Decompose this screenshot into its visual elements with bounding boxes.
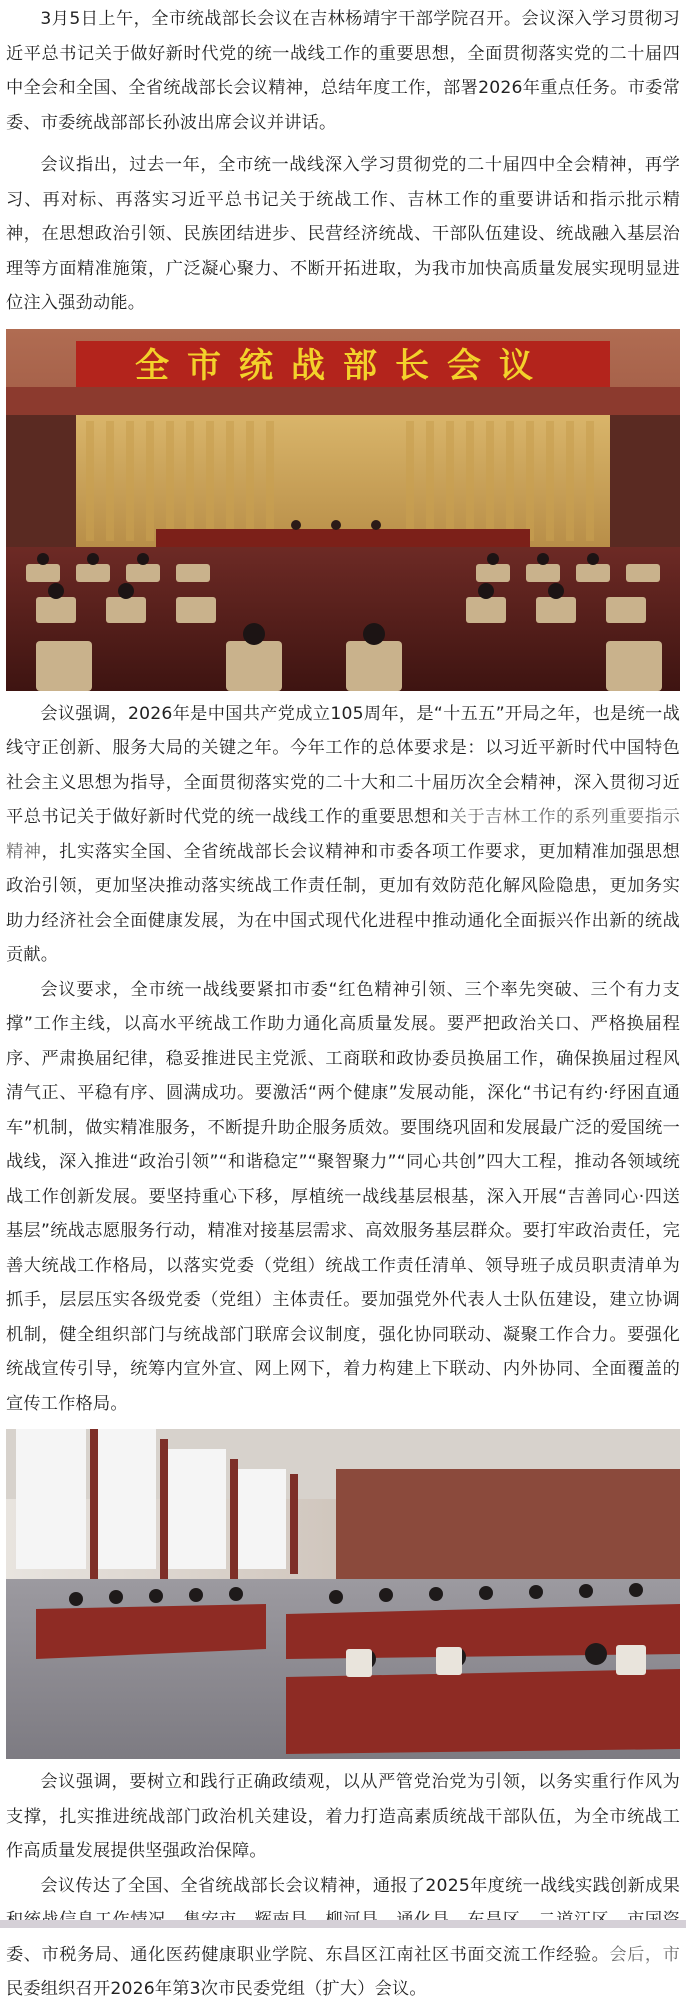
paragraph-6-main: 会议传达了全国、全省统战部长会议精神，通报了2025年度统一战线实践创新成果和统战信息工作情况。集安市、辉南县、柳河县、通化县、东昌区、二道江区、市国资委、市税务局、通化医药健康职业学院、东昌区江南社区书面交流工作经验。 <box>6 1876 680 1965</box>
paragraph-2: 会议指出，过去一年，全市统一战线深入学习贯彻党的二十届四中全会精神，再学习、再对标、再落实习近平总书记关于统战工作、吉林工作的重要讲话和指示批示精神，在思想政治引领、民族团结进步、民营经济统战、干部队伍建设、统战融入基层治理等方面精准施策，广泛凝心聚力、不断开拓进取，为我市加快高质量发展实现明显进位注入强劲动能。 <box>6 148 680 321</box>
paragraph-4: 会议要求，全市统一战线要紧扣市委“红色精神引领、三个率先突破、三个有力支撑”工作主线，以高水平统战工作助力通化高质量发展。要严把政治关口、严格换届程序、严肃换届纪律，稳妥推进民主党派、工商联和政协委员换届工作，确保换届过程风清气正、平稳有序、圆满成功。要激活“两个健康”发展动能，深化“书记有约·纾困直通车”机制，做实精准服务，不断提升助企服务质效。要围绕巩固和发展最广泛的爱国统一战线，深入推进“政治引领”“和谐稳定”“聚智聚力”“同心共创”四大工程，推动各领域统战工作创新发展。要坚持重心下移，厚植统一战线基层根基，深入开展“吉善同心·四送基层”统战志愿服务行动，精准对接基层需求、高效服务基层群众。要打牢政治责任，完善大统战工作格局，以落实党委（党组）统战工作责任清单、领导班子成员职责清单为抓手，层层压实各级党委（党组）主体责任。要加强党外代表人士队伍建设，建立协调机制，健全组织部门与统战部门联席会议制度，强化协同联动、凝聚工作合力。要强化统战宣传引导，统筹内宣外宣、网上网下，着力构建上下联动、内外协同、全面覆盖的宣传工作格局。 <box>6 973 680 1422</box>
paragraph-3-rest: ，扎实落实全国、全省统战部长会议精神和市委各项工作要求，更加精准加强思想政治引领，更加坚决推动落实统战工作责任制，更加有效防范化解风险隐患，更加务实助力经济社会全面健康发展，为在中国式现代化进程中推动通化全面振兴作出新的统战贡献。 <box>6 842 680 966</box>
paragraph-3 <box>6 697 680 973</box>
paragraph-3-link: 关于吉林工作的系列重要指示精神 <box>6 807 680 862</box>
meeting-room-illustration <box>6 1429 680 1759</box>
banner-text: 全市统战部长会议 <box>135 346 551 386</box>
meeting-photo-2 <box>6 1429 680 1759</box>
paragraph-6-muted: 会后，市 <box>609 1945 680 1965</box>
bottom-divider <box>0 1920 686 1928</box>
paragraph-5: 会议强调，要树立和践行正确政绩观，以从严管党治党为引领，以务实重行作风为支撑，扎实推进统战部门政治机关建设，着力打造高素质统战干部队伍，为全市统战工作高质量发展提供坚强政治保障。 <box>6 1765 680 1869</box>
meeting-hall-illustration <box>6 329 680 691</box>
meeting-photo-1 <box>6 329 680 691</box>
paragraph-6-tail: 民委组织召开2026年第3次市民委党组（扩大）会议。 <box>6 1979 427 1999</box>
paragraph-6 <box>6 1869 680 2007</box>
paragraph-3-main: 会议强调，2026年是中国共产党成立105周年，是“十五五”开局之年，也是统一战线守正创新、服务大局的关键之年。今年工作的总体要求是：以习近平新时代中国特色社会主义思想为指导，全面贯彻落实党的二十大和二十届历次全会精神，深入贯彻习近平总书记关于做好新时代党的统一战线工作的重要思想和 <box>6 704 680 828</box>
paragraph-1: 3月5日上午，全市统战部长会议在吉林杨靖宇干部学院召开。会议深入学习贯彻习近平总书记关于做好新时代党的统一战线工作的重要思想，全面贯彻落实党的二十届四中全会和全国、全省统战部长会议精神，总结年度工作，部署2026年重点任务。市委常委、市委统战部部长孙波出席会议并讲话。 <box>6 0 680 140</box>
